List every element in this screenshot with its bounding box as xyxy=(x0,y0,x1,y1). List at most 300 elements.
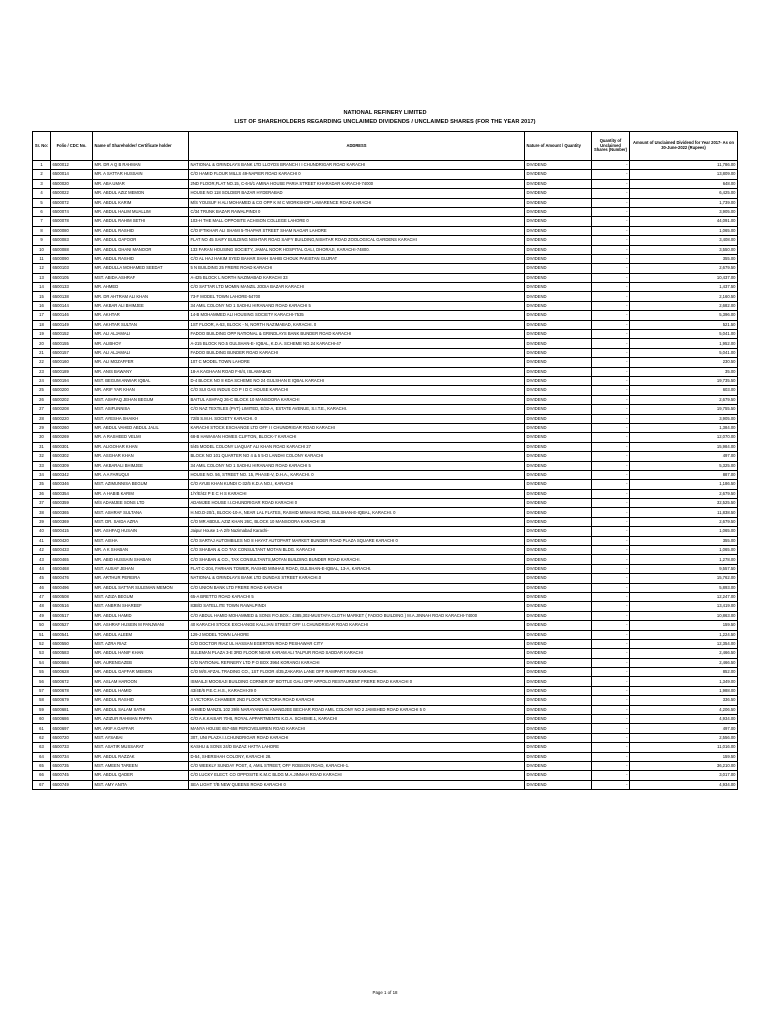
nature-cell: DIVIDEND xyxy=(525,517,592,526)
nature-cell: DIVIDEND xyxy=(525,668,592,677)
sr-cell: 35 xyxy=(33,480,51,489)
shareholder-name-cell: MST. ASATIR MUSSARAT xyxy=(93,743,189,752)
column-header-amount: Amount of Unclaimed Dividend for Year 2017- As on 30-June-2022 (Rupees) xyxy=(630,132,738,161)
quantity-cell: - xyxy=(592,179,630,188)
quantity-cell: - xyxy=(592,621,630,630)
quantity-cell: - xyxy=(592,752,630,761)
amount-cell: 9,557.50 xyxy=(630,564,738,573)
address-cell: C/O SATTAR LTD MOMIN MANZIL JODIA BAZAR KARACHI xyxy=(189,283,525,292)
shareholder-name-cell: MST. ANBRIN SHAREEF xyxy=(93,602,189,611)
address-cell: C/O AYUB KHAN KUNDI C-32/5 K.D.A NO.I, KARACHI xyxy=(189,480,525,489)
table-row xyxy=(33,217,738,226)
nature-cell: DIVIDEND xyxy=(525,386,592,395)
sr-cell: 27 xyxy=(33,405,51,414)
table-row xyxy=(33,207,738,216)
sr-cell: 59 xyxy=(33,705,51,714)
nature-cell: DIVIDEND xyxy=(525,161,592,170)
shareholder-name-cell: MR. ABDUL SATTAR SULEMAN MEMON xyxy=(93,583,189,592)
folio-cell: 6500260 xyxy=(51,423,93,432)
folio-cell: 6500342 xyxy=(51,470,93,479)
shareholder-name-cell: MR. ALI MOZAFFER xyxy=(93,358,189,367)
nature-cell: DIVIDEND xyxy=(525,452,592,461)
shareholder-name-cell: MST. AMY ANITA xyxy=(93,780,189,789)
nature-cell: DIVIDEND xyxy=(525,179,592,188)
table-row xyxy=(33,395,738,404)
column-header-name: Name of Shareholder/ Certificate holder xyxy=(93,132,189,161)
amount-cell: 648.00 xyxy=(630,179,738,188)
folio-cell: 6500733 xyxy=(51,743,93,752)
quantity-cell: - xyxy=(592,546,630,555)
folio-cell: 6500080 xyxy=(51,226,93,235)
address-cell: C/O UNION BANK LTD FRERE ROAD KARACHI xyxy=(189,583,525,592)
quantity-cell: - xyxy=(592,536,630,545)
sr-cell: 50 xyxy=(33,621,51,630)
folio-cell: 6500527 xyxy=(51,621,93,630)
amount-cell: 10,437.00 xyxy=(630,273,738,282)
amount-cell: 5,396.00 xyxy=(630,311,738,320)
table-row xyxy=(33,546,738,555)
folio-cell: 6500088 xyxy=(51,245,93,254)
nature-cell: DIVIDEND xyxy=(525,226,592,235)
nature-cell: DIVIDEND xyxy=(525,217,592,226)
address-cell: C/O ABDUL HAMID MOHAMMED & SONS P.O.BOX.: 4385,302-MUSTAFA CLOTH MARKET ( FADOO BUILDING ) M.A.JINNAH ROAD KARACHI-74000 xyxy=(189,611,525,620)
amount-cell: 3,905.00 xyxy=(630,207,738,216)
shareholder-name-cell: MR. ABDUL KARIM xyxy=(93,198,189,207)
nature-cell: DIVIDEND xyxy=(525,245,592,254)
folio-cell: 6500020 xyxy=(51,179,93,188)
amount-cell: 603.00 xyxy=(630,386,738,395)
table-row xyxy=(33,780,738,789)
sr-cell: 65 xyxy=(33,762,51,771)
amount-cell: 2,679.50 xyxy=(630,489,738,498)
sr-cell: 25 xyxy=(33,386,51,395)
shareholder-name-cell: MR. ASLAM HAROON xyxy=(93,677,189,686)
table-row xyxy=(33,433,738,442)
amount-cell: 1,186.50 xyxy=(630,480,738,489)
address-cell: C/O AL HAJ HAKIM SYED BAHAR SHAH SAHIB CHOUK PAKISTAN GUJRAT xyxy=(189,254,525,263)
address-cell: C/O HAMID FLOUR MILLS 49-NAPIER ROAD KARACHI 0 xyxy=(189,170,525,179)
table-row xyxy=(33,283,738,292)
folio-cell: 6500105 xyxy=(51,273,93,282)
folio-cell: 6500200 xyxy=(51,386,93,395)
table-row xyxy=(33,592,738,601)
nature-cell: DIVIDEND xyxy=(525,686,592,695)
quantity-cell: - xyxy=(592,649,630,658)
address-cell: MANYA HOUSE 657-658 PERCIVELWREN ROAD KARACHI xyxy=(189,724,525,733)
quantity-cell: - xyxy=(592,395,630,404)
amount-cell: 2,682.00 xyxy=(630,301,738,310)
nature-cell: DIVIDEND xyxy=(525,442,592,451)
nature-cell: DIVIDEND xyxy=(525,189,592,198)
column-header-folio: Folio / CDC No. xyxy=(51,132,93,161)
address-cell: 107 C MODEL TOWN LAHORE xyxy=(189,358,525,367)
amount-cell: 1,349.00 xyxy=(630,677,738,686)
nature-cell: DIVIDEND xyxy=(525,658,592,667)
quantity-cell: - xyxy=(592,273,630,282)
shareholder-name-cell: MR. ABDUL ALEEM xyxy=(93,630,189,639)
column-header-nature: Nature of Amount / Quantity xyxy=(525,132,592,161)
folio-cell: 6500074 xyxy=(51,207,93,216)
table-row xyxy=(33,752,738,761)
amount-cell: 3,550.00 xyxy=(630,245,738,254)
shareholder-name-cell: MR. AHMED xyxy=(93,283,189,292)
shareholder-name-cell: MR. ABDUL SALAM SATHI xyxy=(93,705,189,714)
folio-cell: 6500354 xyxy=(51,489,93,498)
sr-cell: 11 xyxy=(33,254,51,263)
quantity-cell: - xyxy=(592,283,630,292)
shareholder-name-cell: MST. ASHFAQ JEHAN BEGUM xyxy=(93,395,189,404)
table-row xyxy=(33,536,738,545)
sr-cell: 5 xyxy=(33,198,51,207)
address-cell: NATIONAL & GRINDLAYS BANK LTD DUNDAS STREET KARACHI.0 xyxy=(189,574,525,583)
table-row xyxy=(33,442,738,451)
shareholder-name-cell: MR. ABDULLA MOHAMED SEEDAT xyxy=(93,264,189,273)
quantity-cell: - xyxy=(592,743,630,752)
amount-cell: 355.00 xyxy=(630,536,738,545)
nature-cell: DIVIDEND xyxy=(525,630,592,639)
table-row xyxy=(33,452,738,461)
sr-cell: 33 xyxy=(33,461,51,470)
shareholder-name-cell: MR. A HABIB KARIM xyxy=(93,489,189,498)
quantity-cell: - xyxy=(592,696,630,705)
quantity-cell: - xyxy=(592,527,630,536)
folio-cell: 6500697 xyxy=(51,724,93,733)
sr-cell: 67 xyxy=(33,780,51,789)
shareholder-name-cell: MST. AZIZA BEGUM xyxy=(93,592,189,601)
shareholder-name-cell: MR. ASHFAQ HUSAIN xyxy=(93,527,189,536)
nature-cell: DIVIDEND xyxy=(525,527,592,536)
amount-cell: 10,863.00 xyxy=(630,611,738,620)
quantity-cell: - xyxy=(592,574,630,583)
table-row xyxy=(33,715,738,724)
amount-cell: 1,952.00 xyxy=(630,339,738,348)
address-cell: A-425 BLOCK L NORTH NAZIMABAD KARACHI 33 xyxy=(189,273,525,282)
folio-cell: 6500208 xyxy=(51,405,93,414)
quantity-cell: - xyxy=(592,602,630,611)
amount-cell: 1,224.50 xyxy=(630,630,738,639)
nature-cell: DIVIDEND xyxy=(525,376,592,385)
quantity-cell: - xyxy=(592,452,630,461)
amount-cell: 2,556.00 xyxy=(630,733,738,742)
shareholders-table xyxy=(32,131,738,790)
sr-cell: 23 xyxy=(33,367,51,376)
nature-cell: DIVIDEND xyxy=(525,733,592,742)
quantity-cell: - xyxy=(592,677,630,686)
amount-cell: 5,325.00 xyxy=(630,461,738,470)
folio-cell: 6500465 xyxy=(51,555,93,564)
quantity-cell: - xyxy=(592,423,630,432)
quantity-cell: - xyxy=(592,705,630,714)
quantity-cell: - xyxy=(592,170,630,179)
address-cell: C/O M/S AFZAL TRADING CO., 1ST FLOOR 4/35,ZAKARIA LANE OFF RAMPART ROW KARACHI. xyxy=(189,668,525,677)
shareholder-name-cell: MR. A RASHEED VELMI xyxy=(93,433,189,442)
folio-cell: 6500302 xyxy=(51,452,93,461)
sr-cell: 17 xyxy=(33,311,51,320)
nature-cell: DIVIDEND xyxy=(525,198,592,207)
folio-cell: 6500468 xyxy=(51,564,93,573)
nature-cell: DIVIDEND xyxy=(525,367,592,376)
sr-cell: 3 xyxy=(33,179,51,188)
sr-cell: 54 xyxy=(33,658,51,667)
table-row xyxy=(33,414,738,423)
amount-cell: 1,065.00 xyxy=(630,527,738,536)
folio-cell: 6500152 xyxy=(51,330,93,339)
sr-cell: 2 xyxy=(33,170,51,179)
address-cell: 34 AMIL COLONY NO 1 SADHU HIRANAND ROAD KARACHI 5 xyxy=(189,461,525,470)
folio-cell: 6500144 xyxy=(51,301,93,310)
nature-cell: DIVIDEND xyxy=(525,311,592,320)
sr-cell: 47 xyxy=(33,592,51,601)
amount-cell: 13,419.00 xyxy=(630,602,738,611)
table-row xyxy=(33,639,738,648)
amount-cell: 521.50 xyxy=(630,320,738,329)
address-cell: C/34 TRUNK BAZAR RAWALPINDI 0 xyxy=(189,207,525,216)
sr-cell: 57 xyxy=(33,686,51,695)
shareholder-name-cell: MR. ABDUL HANIF KHAN xyxy=(93,649,189,658)
sr-cell: 6 xyxy=(33,207,51,216)
folio-cell: 6500476 xyxy=(51,574,93,583)
amount-cell: 2,679.50 xyxy=(630,395,738,404)
quantity-cell: - xyxy=(592,480,630,489)
quantity-cell: - xyxy=(592,433,630,442)
table-row xyxy=(33,508,738,517)
shareholder-name-cell: MR. AKBARALI BHIMJEE xyxy=(93,461,189,470)
amount-cell: 19,755.50 xyxy=(630,405,738,414)
amount-cell: 44,091.00 xyxy=(630,217,738,226)
nature-cell: DIVIDEND xyxy=(525,330,592,339)
sr-cell: 4 xyxy=(33,189,51,198)
table-row xyxy=(33,762,738,771)
amount-cell: 159.50 xyxy=(630,621,738,630)
shareholder-name-cell: MR. ARIF A GAFFAR xyxy=(93,724,189,733)
address-cell: FADOO BUILDING OPP NATIONAL & GRINDLAYS BANK BUNDER ROAD KARACHI xyxy=(189,330,525,339)
quantity-cell: - xyxy=(592,301,630,310)
nature-cell: DIVIDEND xyxy=(525,480,592,489)
shareholder-name-cell: MR. AKBAR ALI BHIMJEE xyxy=(93,301,189,310)
address-cell: 14-B MOHAMMED ALI HOUSING SOCIETY KARACHI-7535 xyxy=(189,311,525,320)
shareholder-name-cell: MR. ASGHAR KHAN xyxy=(93,452,189,461)
quantity-cell: - xyxy=(592,386,630,395)
address-cell: SULEMAN PLAZA 3-E 3RD FLOOR NEAR KARAM ALI TALPUR ROAD SADDAR KARACHI xyxy=(189,649,525,658)
shareholder-name-cell: MR. A A FARUQUI xyxy=(93,470,189,479)
quantity-cell: - xyxy=(592,630,630,639)
sr-cell: 43 xyxy=(33,555,51,564)
address-cell: NATIONAL & GRINDLAYS BANK LTD LLOYDS BRANCH I I CHUNDRIGAR ROAD KARACHI xyxy=(189,161,525,170)
folio-cell: 6500014 xyxy=(51,170,93,179)
sr-cell: 63 xyxy=(33,743,51,752)
table-row xyxy=(33,189,738,198)
table-row xyxy=(33,677,738,686)
address-cell: Jaipur House 1-A 2/9 Nazimabad Karachi- xyxy=(189,527,525,536)
folio-cell: 6500734 xyxy=(51,752,93,761)
amount-cell: 4,206.50 xyxy=(630,705,738,714)
folio-cell: 6500516 xyxy=(51,602,93,611)
folio-cell: 6500146 xyxy=(51,311,93,320)
shareholder-name-cell: MST. BEGUM ANWAR IQBAL xyxy=(93,376,189,385)
amount-cell: 15,762.00 xyxy=(630,574,738,583)
sr-cell: 30 xyxy=(33,433,51,442)
folio-cell: 6500301 xyxy=(51,442,93,451)
address-cell: 129-J MODEL TOWN LAHORE xyxy=(189,630,525,639)
table-row xyxy=(33,348,738,357)
table-row xyxy=(33,771,738,780)
table-header-row xyxy=(33,132,738,161)
address-cell: BLOCK NO 101 QUARTER NO 4 & 5 5-D LANDHI COLONY KARACHI xyxy=(189,452,525,461)
table-row xyxy=(33,461,738,470)
folio-cell: 6500022 xyxy=(51,189,93,198)
amount-cell: 11,786.00 xyxy=(630,161,738,170)
table-row xyxy=(33,733,738,742)
address-cell: M/S YOUSUF H ALI MOHAMED & CO OPP K M C WORKSHOP LAWARENCE ROAD KARACHI xyxy=(189,198,525,207)
amount-cell: 13,809.00 xyxy=(630,170,738,179)
nature-cell: DIVIDEND xyxy=(525,414,592,423)
quantity-cell: - xyxy=(592,733,630,742)
amount-cell: 497.00 xyxy=(630,452,738,461)
shareholder-name-cell: MR. ALIGOHAR KHAN xyxy=(93,442,189,451)
sr-cell: 9 xyxy=(33,236,51,245)
shareholder-name-cell: MR. ABDUL HAMID xyxy=(93,611,189,620)
folio-cell: 6500189 xyxy=(51,367,93,376)
sr-cell: 64 xyxy=(33,752,51,761)
amount-cell: 12,070.00 xyxy=(630,433,738,442)
shareholder-name-cell: MST. AUSAF JEHAN xyxy=(93,564,189,573)
nature-cell: DIVIDEND xyxy=(525,508,592,517)
sr-cell: 21 xyxy=(33,348,51,357)
address-cell: HOUSE NO. 56, STREET NO. 15, PHASE-V, D.H.A., KARACHI. 0 xyxy=(189,470,525,479)
address-cell: 5/45 MODEL COLONY LIAQUAT ALI KHAN ROAD KARACHI 27 xyxy=(189,442,525,451)
folio-cell: 6500103 xyxy=(51,264,93,273)
quantity-cell: - xyxy=(592,583,630,592)
amount-cell: 11,016.00 xyxy=(630,743,738,752)
folio-cell: 6500157 xyxy=(51,348,93,357)
quantity-cell: - xyxy=(592,236,630,245)
sr-cell: 39 xyxy=(33,517,51,526)
address-cell: 68-B HAWAIIAN HOMES CLIFTON, BLOCK-7 KARACHI xyxy=(189,433,525,442)
sr-cell: 10 xyxy=(33,245,51,254)
shareholder-name-cell: MR. ABDUL RASHID xyxy=(93,226,189,235)
address-cell: 2ND FLOOR,FLAT NO.15, C-6-5/1 AMINA HOUSE PARIA STREET KHARADAR KARACHI-74000 xyxy=(189,179,525,188)
quantity-cell: - xyxy=(592,198,630,207)
folio-cell: 6500541 xyxy=(51,630,93,639)
folio-cell: 6500584 xyxy=(51,658,93,667)
sr-cell: 13 xyxy=(33,273,51,282)
nature-cell: DIVIDEND xyxy=(525,574,592,583)
table-row xyxy=(33,696,738,705)
address-cell: HOUSE NO 118 SOLDIER BAZAR HYDERABAD xyxy=(189,189,525,198)
amount-cell: 5,041.00 xyxy=(630,348,738,357)
folio-cell: 6500628 xyxy=(51,668,93,677)
nature-cell: DIVIDEND xyxy=(525,583,592,592)
table-row xyxy=(33,311,738,320)
amount-cell: 4,934.00 xyxy=(630,715,738,724)
address-cell: C/O SHABAN & CO., TAX CONSULTANTS,MOTAN BUILDING BUNDER ROAD KARACHI. xyxy=(189,555,525,564)
folio-cell: 6500517 xyxy=(51,611,93,620)
quantity-cell: - xyxy=(592,189,630,198)
table-row xyxy=(33,273,738,282)
table-row xyxy=(33,668,738,677)
table-row xyxy=(33,245,738,254)
folio-cell: 6500735 xyxy=(51,762,93,771)
shareholder-name-cell: MR. ABDUL GAFOOR xyxy=(93,236,189,245)
quantity-cell: - xyxy=(592,161,630,170)
folio-cell: 6500202 xyxy=(51,395,93,404)
quantity-cell: - xyxy=(592,292,630,301)
folio-cell: 6500681 xyxy=(51,705,93,714)
nature-cell: DIVIDEND xyxy=(525,743,592,752)
sr-cell: 7 xyxy=(33,217,51,226)
sr-cell: 55 xyxy=(33,668,51,677)
table-row xyxy=(33,470,738,479)
shareholder-name-cell: MR. ABA UMAR xyxy=(93,179,189,188)
folio-cell: 6500078 xyxy=(51,217,93,226)
address-cell: 34 AMIL COLONY NO 1 SADHU HIRANAND ROAD KARACHI 5 xyxy=(189,301,525,310)
address-cell: FLAT NO 45 SAIFY BUILDING NISHTAR ROAD SAIFY BUILDING,NISHTAR ROAD ZOOLOGICAL GARDENS KARACHI xyxy=(189,236,525,245)
shareholder-name-cell: MST. AYESHA SHAIKH xyxy=(93,414,189,423)
nature-cell: DIVIDEND xyxy=(525,536,592,545)
address-cell: SEA LIGHT 7/B NEW QUEENS ROAD KARACHI 0 xyxy=(189,780,525,789)
nature-cell: DIVIDEND xyxy=(525,546,592,555)
quantity-cell: - xyxy=(592,517,630,526)
sr-cell: 1 xyxy=(33,161,51,170)
folio-cell: 6500420 xyxy=(51,536,93,545)
nature-cell: DIVIDEND xyxy=(525,639,592,648)
shareholder-name-cell: M/S ADAMJEE SONS LTD xyxy=(93,499,189,508)
nature-cell: DIVIDEND xyxy=(525,348,592,357)
amount-cell: 32,525.50 xyxy=(630,499,738,508)
shareholder-name-cell: MR. ABDUL RASHID xyxy=(93,696,189,705)
amount-cell: 3,017.00 xyxy=(630,771,738,780)
nature-cell: DIVIDEND xyxy=(525,461,592,470)
table-row xyxy=(33,517,738,526)
table-row xyxy=(33,386,738,395)
shareholder-name-cell: MST. AZRA RIAZ xyxy=(93,639,189,648)
sr-cell: 46 xyxy=(33,583,51,592)
address-cell: FADOO BUILDING BUNDER ROAD KARACHI xyxy=(189,348,525,357)
table-row xyxy=(33,564,738,573)
address-cell: 73-F MODEL TOWN LAHORE-54700 xyxy=(189,292,525,301)
nature-cell: DIVIDEND xyxy=(525,470,592,479)
sr-cell: 18 xyxy=(33,320,51,329)
table-row xyxy=(33,480,738,489)
nature-cell: DIVIDEND xyxy=(525,677,592,686)
folio-cell: 6500149 xyxy=(51,320,93,329)
address-cell: D-4 BLOCK NO 8 KDA SCHEME NO 24 GULSHAN E IQBAL KARACHI xyxy=(189,376,525,385)
quantity-cell: - xyxy=(592,668,630,677)
sr-cell: 60 xyxy=(33,715,51,724)
quantity-cell: - xyxy=(592,330,630,339)
folio-cell: 6500133 xyxy=(51,283,93,292)
amount-cell: 355.00 xyxy=(630,254,738,263)
amount-cell: 5,893.00 xyxy=(630,583,738,592)
address-cell: 72/B S.M.H. SOCIETY KARACHI. 0 xyxy=(189,414,525,423)
amount-cell: 1,437.50 xyxy=(630,283,738,292)
sr-cell: 36 xyxy=(33,489,51,498)
amount-cell: 2,679.50 xyxy=(630,517,738,526)
folio-cell: 6500155 xyxy=(51,339,93,348)
document-subtitle: LIST OF SHAREHOLDERS REGARDING UNCLAIMED DIVIDENDS / UNCLAIMED SHARES (FOR THE YEAR 2017) xyxy=(234,119,536,125)
nature-cell: DIVIDEND xyxy=(525,339,592,348)
shareholder-name-cell: MR. AURENGAZEB xyxy=(93,658,189,667)
shareholder-name-cell: MR. ABDUL AZIZ MEMON xyxy=(93,189,189,198)
address-cell: 1ST FLOOR, A-53, BLOCK - N, NORTH NAZIMABAD, KARACHI. 0 xyxy=(189,320,525,329)
quantity-cell: - xyxy=(592,348,630,357)
shareholder-name-cell: MR. ABDUL QADER xyxy=(93,771,189,780)
table-row xyxy=(33,161,738,170)
nature-cell: DIVIDEND xyxy=(525,780,592,789)
sr-cell: 22 xyxy=(33,358,51,367)
table-row xyxy=(33,198,738,207)
table-row xyxy=(33,405,738,414)
